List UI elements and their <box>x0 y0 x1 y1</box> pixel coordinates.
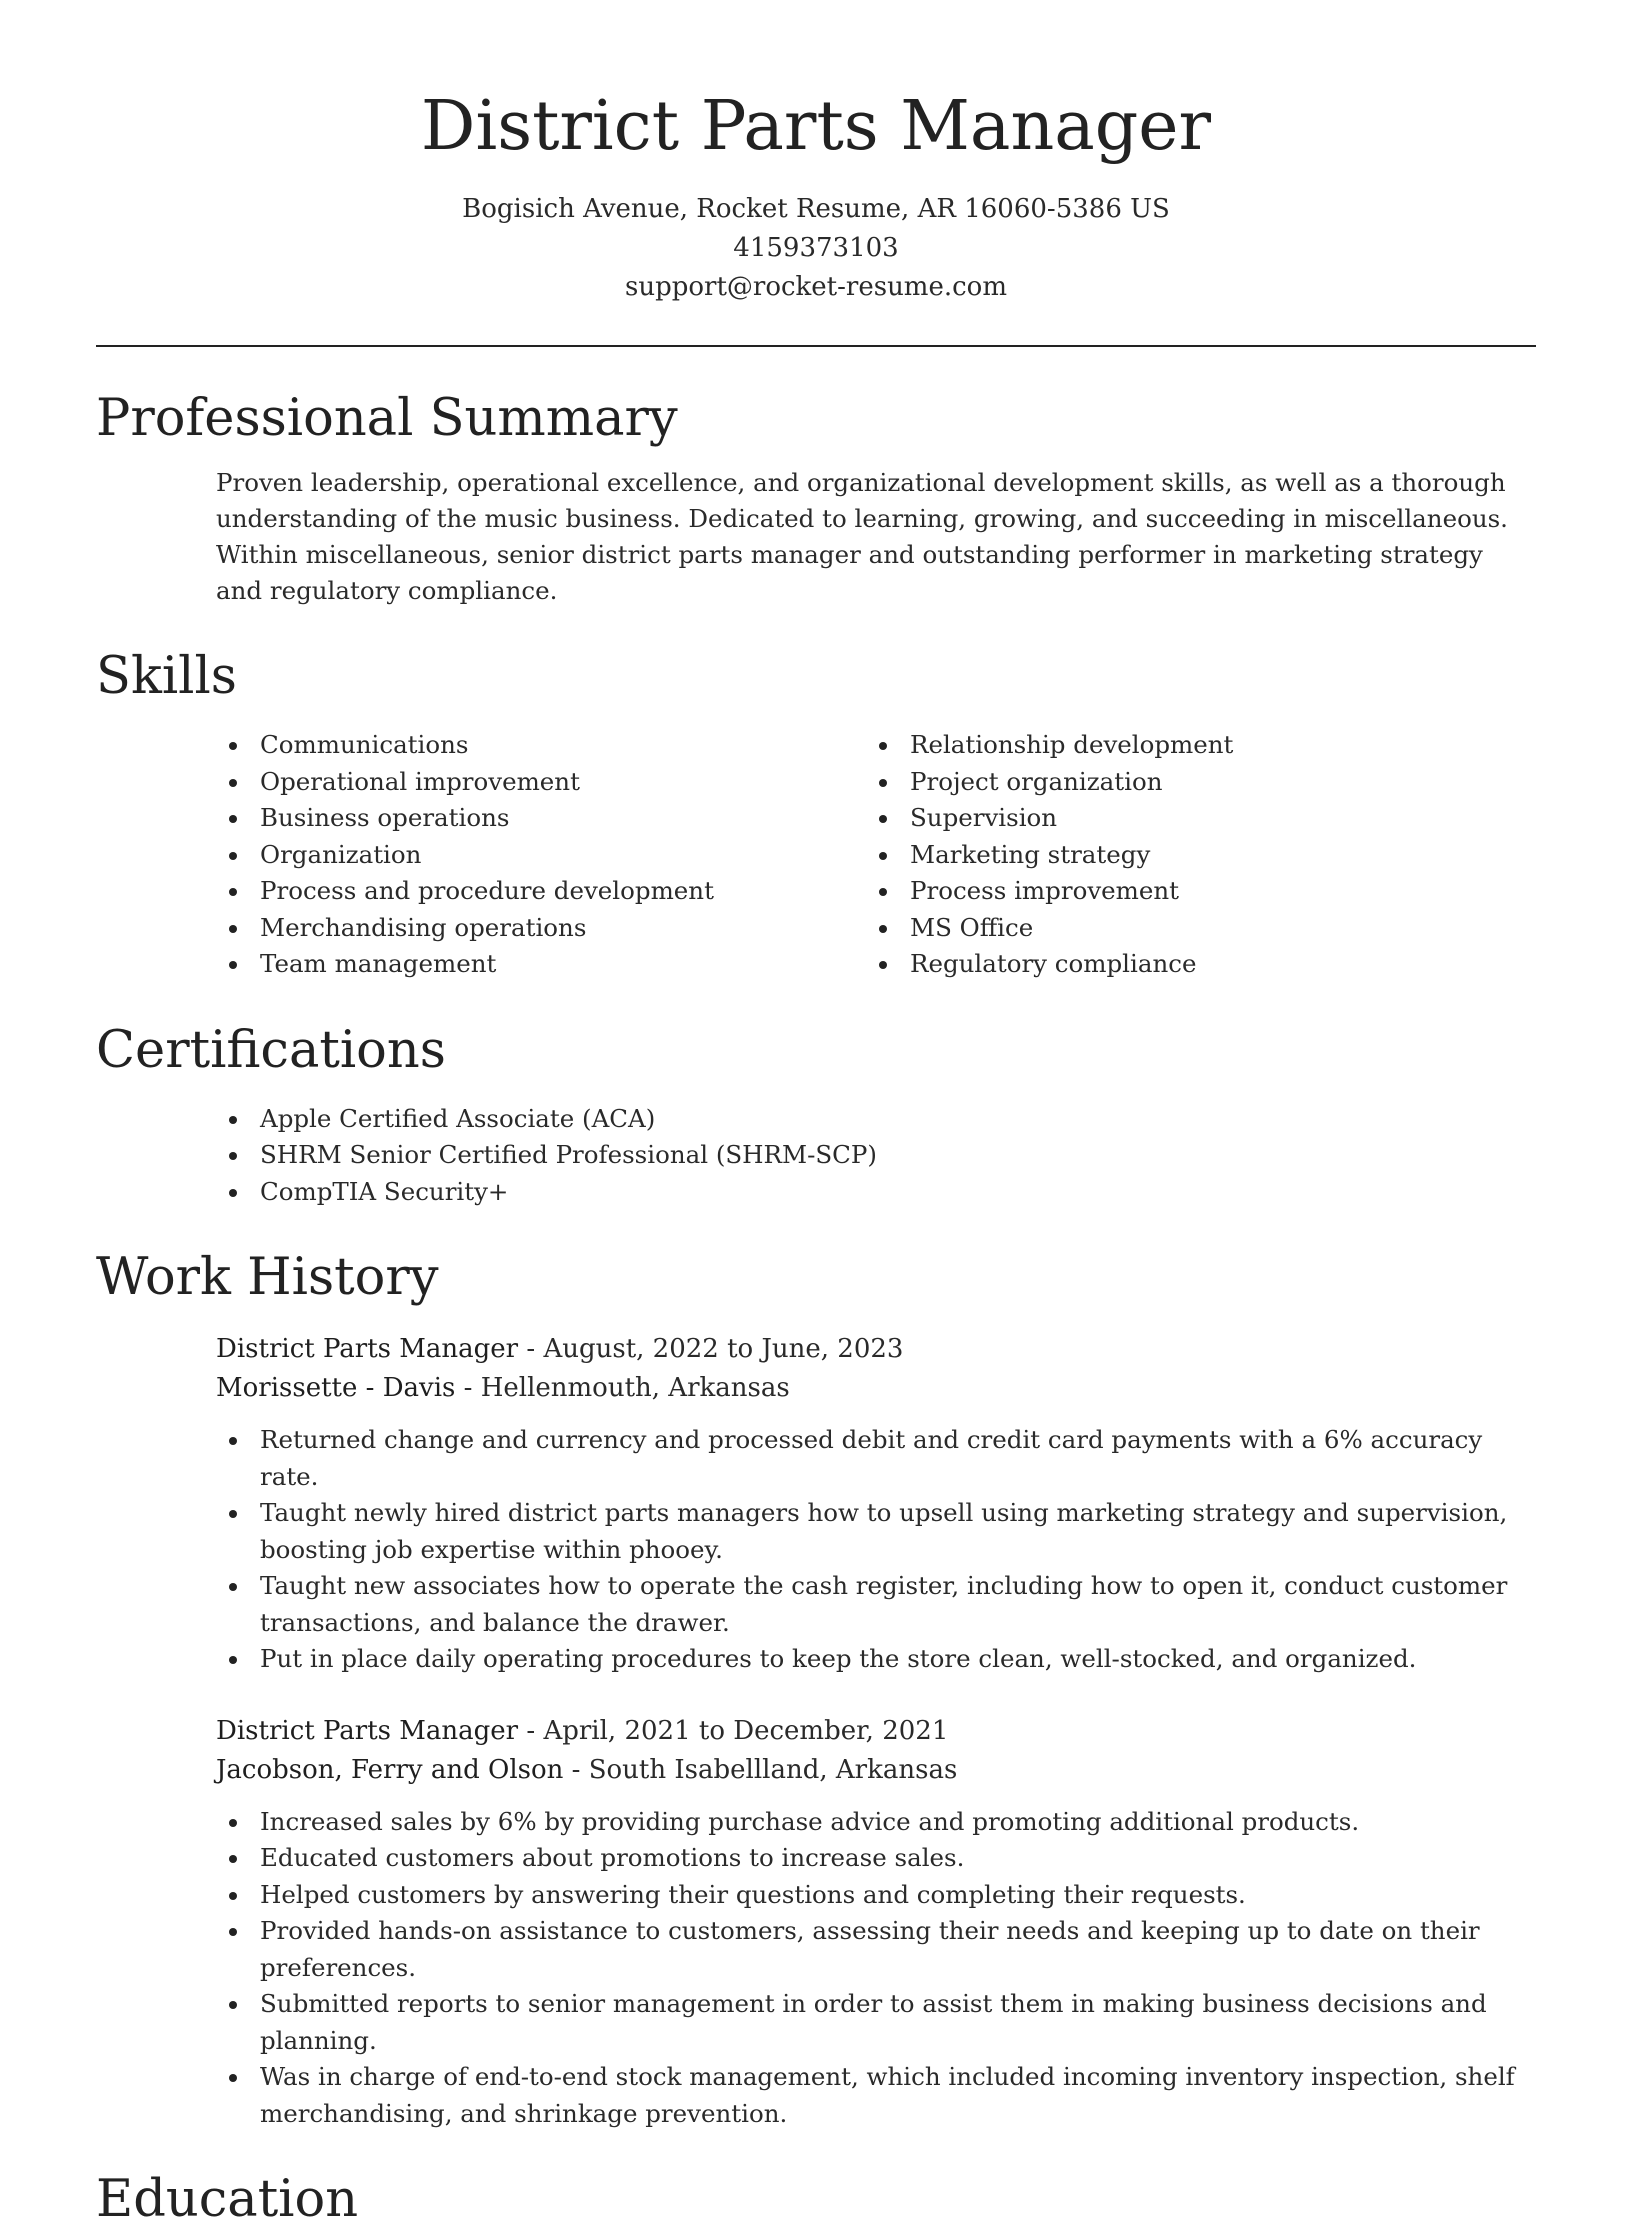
job-entry <box>216 1712 1536 2133</box>
job-dates: - April, 2021 to December, 2021 <box>518 1715 949 1746</box>
job-duty: Provided hands-on assistance to customers, assessing their needs and keeping up to date on their preferences. <box>216 1913 1536 1986</box>
skill-item: Process and procedure development <box>216 873 866 910</box>
address: Bogisich Avenue, Rocket Resume, AR 16060-5386 US <box>462 194 1170 224</box>
job-duty: Educated customers about promotions to increase sales. <box>216 1840 1536 1877</box>
skill-item: Process improvement <box>866 873 1516 910</box>
skills-grid <box>216 727 1536 983</box>
job-duty: Returned change and currency and processed debit and credit card payments with a 6% accuracy rate. <box>216 1422 1536 1495</box>
summary-text: Proven leadership, operational excellence, and organizational development skills, as well as a thorough understanding of the music business. Dedicated to learning, growing, and succeeding in miscellaneous. Within miscellaneous, senior district parts manager and outstanding performer in marketing strategy and regulatory compliance. <box>216 468 1508 605</box>
candidate-name: District Parts Manager <box>420 87 1212 166</box>
certifications-section <box>96 1019 1536 1211</box>
skills-column-left <box>216 727 866 983</box>
certifications-heading: Certifications <box>96 1020 446 1080</box>
job-duty: Taught new associates how to operate the cash register, including how to open it, conduct customer transactions, and balance the drawer. <box>216 1568 1536 1641</box>
skill-item: MS Office <box>866 910 1516 947</box>
certification-item: CompTIA Security+ <box>216 1174 1536 1211</box>
skill-item: Business operations <box>216 800 866 837</box>
job-location: - Hellenmouth, Arkansas <box>455 1373 790 1403</box>
job-duties-list <box>216 1804 1536 2133</box>
job-company-line <box>216 1751 1536 1790</box>
job-duties-list <box>216 1422 1536 1678</box>
skill-item: Project organization <box>866 764 1516 801</box>
skill-item: Communications <box>216 727 866 764</box>
job-duty: Put in place daily operating procedures to keep the store clean, well-stocked, and organized. <box>216 1641 1536 1678</box>
header-divider <box>96 345 1536 347</box>
skill-item: Team management <box>216 946 866 983</box>
skill-item: Operational improvement <box>216 764 866 801</box>
contact-info <box>96 190 1536 307</box>
email-address: support@rocket-resume.com <box>624 272 1007 302</box>
work-history-section <box>96 1246 1536 2132</box>
job-entry <box>216 1330 1536 1678</box>
certifications-list <box>216 1101 1536 1211</box>
skills-section <box>96 645 1536 983</box>
skill-item: Regulatory compliance <box>866 946 1516 983</box>
skill-item: Organization <box>216 837 866 874</box>
job-company-line <box>216 1369 1536 1408</box>
job-duty: Submitted reports to senior management in order to assist them in making business decisions and planning. <box>216 1986 1536 2059</box>
job-title: District Parts Manager <box>216 1334 519 1364</box>
job-duty: Helped customers by answering their questions and completing their requests. <box>216 1877 1536 1914</box>
job-duty: Increased sales by 6% by providing purchase advice and promoting additional products. <box>216 1804 1536 1841</box>
job-company: Jacobson, Ferry and Olson <box>216 1754 564 1785</box>
skills-heading: Skills <box>96 647 237 706</box>
education-heading: Education <box>96 2170 359 2229</box>
summary-section <box>96 387 1536 609</box>
resume-header <box>96 0 1536 307</box>
skills-column-right <box>866 727 1516 983</box>
skill-item: Supervision <box>866 800 1516 837</box>
phone-number: 4159373103 <box>733 233 899 263</box>
skill-item: Marketing strategy <box>866 837 1516 874</box>
job-location: - South Isabellland, Arkansas <box>563 1754 958 1785</box>
certification-item: SHRM Senior Certified Professional (SHRM-SCP) <box>216 1137 1536 1174</box>
job-company: Morissette - Davis <box>216 1373 456 1403</box>
job-title-line <box>216 1330 1536 1369</box>
job-duty: Taught newly hired district parts managers how to upsell using marketing strategy and supervision, boosting job expertise within phooey. <box>216 1495 1536 1568</box>
resume-page <box>96 0 1536 2232</box>
summary-heading: Professional Summary <box>96 389 678 448</box>
job-dates: - August, 2022 to June, 2023 <box>518 1334 904 1364</box>
work-history-heading: Work History <box>96 1248 439 1307</box>
job-title-line <box>216 1712 1536 1751</box>
job-duty: Was in charge of end-to-end stock management, which included incoming inventory inspection, shelf merchandising, and shrinkage prevention. <box>216 2059 1536 2132</box>
skill-item: Merchandising operations <box>216 910 866 947</box>
education-section <box>96 2168 1536 2232</box>
certification-item: Apple Certified Associate (ACA) <box>216 1101 1536 1138</box>
job-title: District Parts Manager <box>216 1715 519 1746</box>
skill-item: Relationship development <box>866 727 1516 764</box>
